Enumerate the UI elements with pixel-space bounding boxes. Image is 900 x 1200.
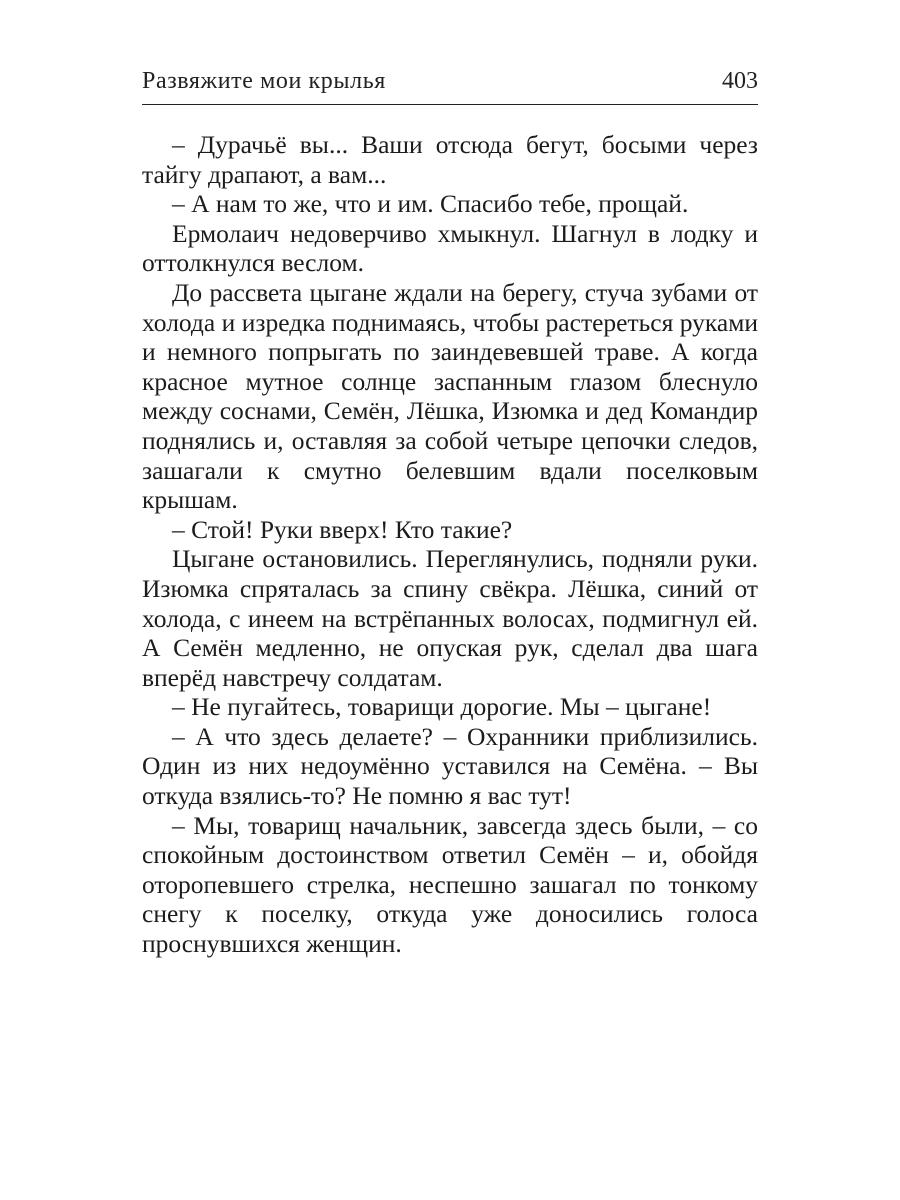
paragraph: – Не пугайтесь, товарищи дорогие. Мы – цыгане! xyxy=(172,692,712,722)
paragraph: До рассвета цыгане ждали на берегу, стуча зубами от холода и изредка поднимаясь, чтобы растереться руками и немного попрыгать по заиндевевшей траве. А когда красное мутное солнце заспанным глазом блеснуло между соснами, Семён, Лёшка, Изюмка и дед Командир поднялись и, оставляя за собой четыре цепочки следов, зашагали к смутно белевшим вдали поселковым крышам. xyxy=(142,277,758,515)
page-number: 403 xyxy=(722,68,758,94)
paragraph: Цыгане остановились. Переглянулись, подняли руки. Изюмка спряталась за спину свёкра. Лёшка, синий от холода, с инеем на встрёпанных волосах, подмигнул ей. А Семён медленно, не опуская рук, сделал два шага вперёд навстречу солдатам. xyxy=(142,544,758,692)
running-header xyxy=(142,64,758,105)
paragraph: – А что здесь делаете? – Охранники приблизились. Один из них недоумённо уставился на Семёна. – Вы откуда взялись-то? Не помню я вас тут! xyxy=(142,721,758,811)
paragraph: Ермолаич недоверчиво хмыкнул. Шагнул в лодку и оттолкнулся веслом. xyxy=(142,218,758,278)
running-title: Развяжите мои крылья xyxy=(142,68,386,94)
paragraph: – Дурачьё вы... Ваши отсюда бегут, босыми через тайгу драпают, а вам... xyxy=(142,130,758,189)
paragraph: – А нам то же, что и им. Спасибо тебе, прощай. xyxy=(172,189,689,219)
body-text xyxy=(142,130,758,959)
paragraph: – Мы, товарищ начальник, завсегда здесь были, – со спокойным достоинством ответил Семён – и, обойдя оторопевшего стрелка, неспешно зашагал по тонкому снегу к поселку, откуда уже доносились голоса проснувшихся женщин. xyxy=(142,810,758,959)
paragraph: – Стой! Руки вверх! Кто такие? xyxy=(172,514,513,544)
